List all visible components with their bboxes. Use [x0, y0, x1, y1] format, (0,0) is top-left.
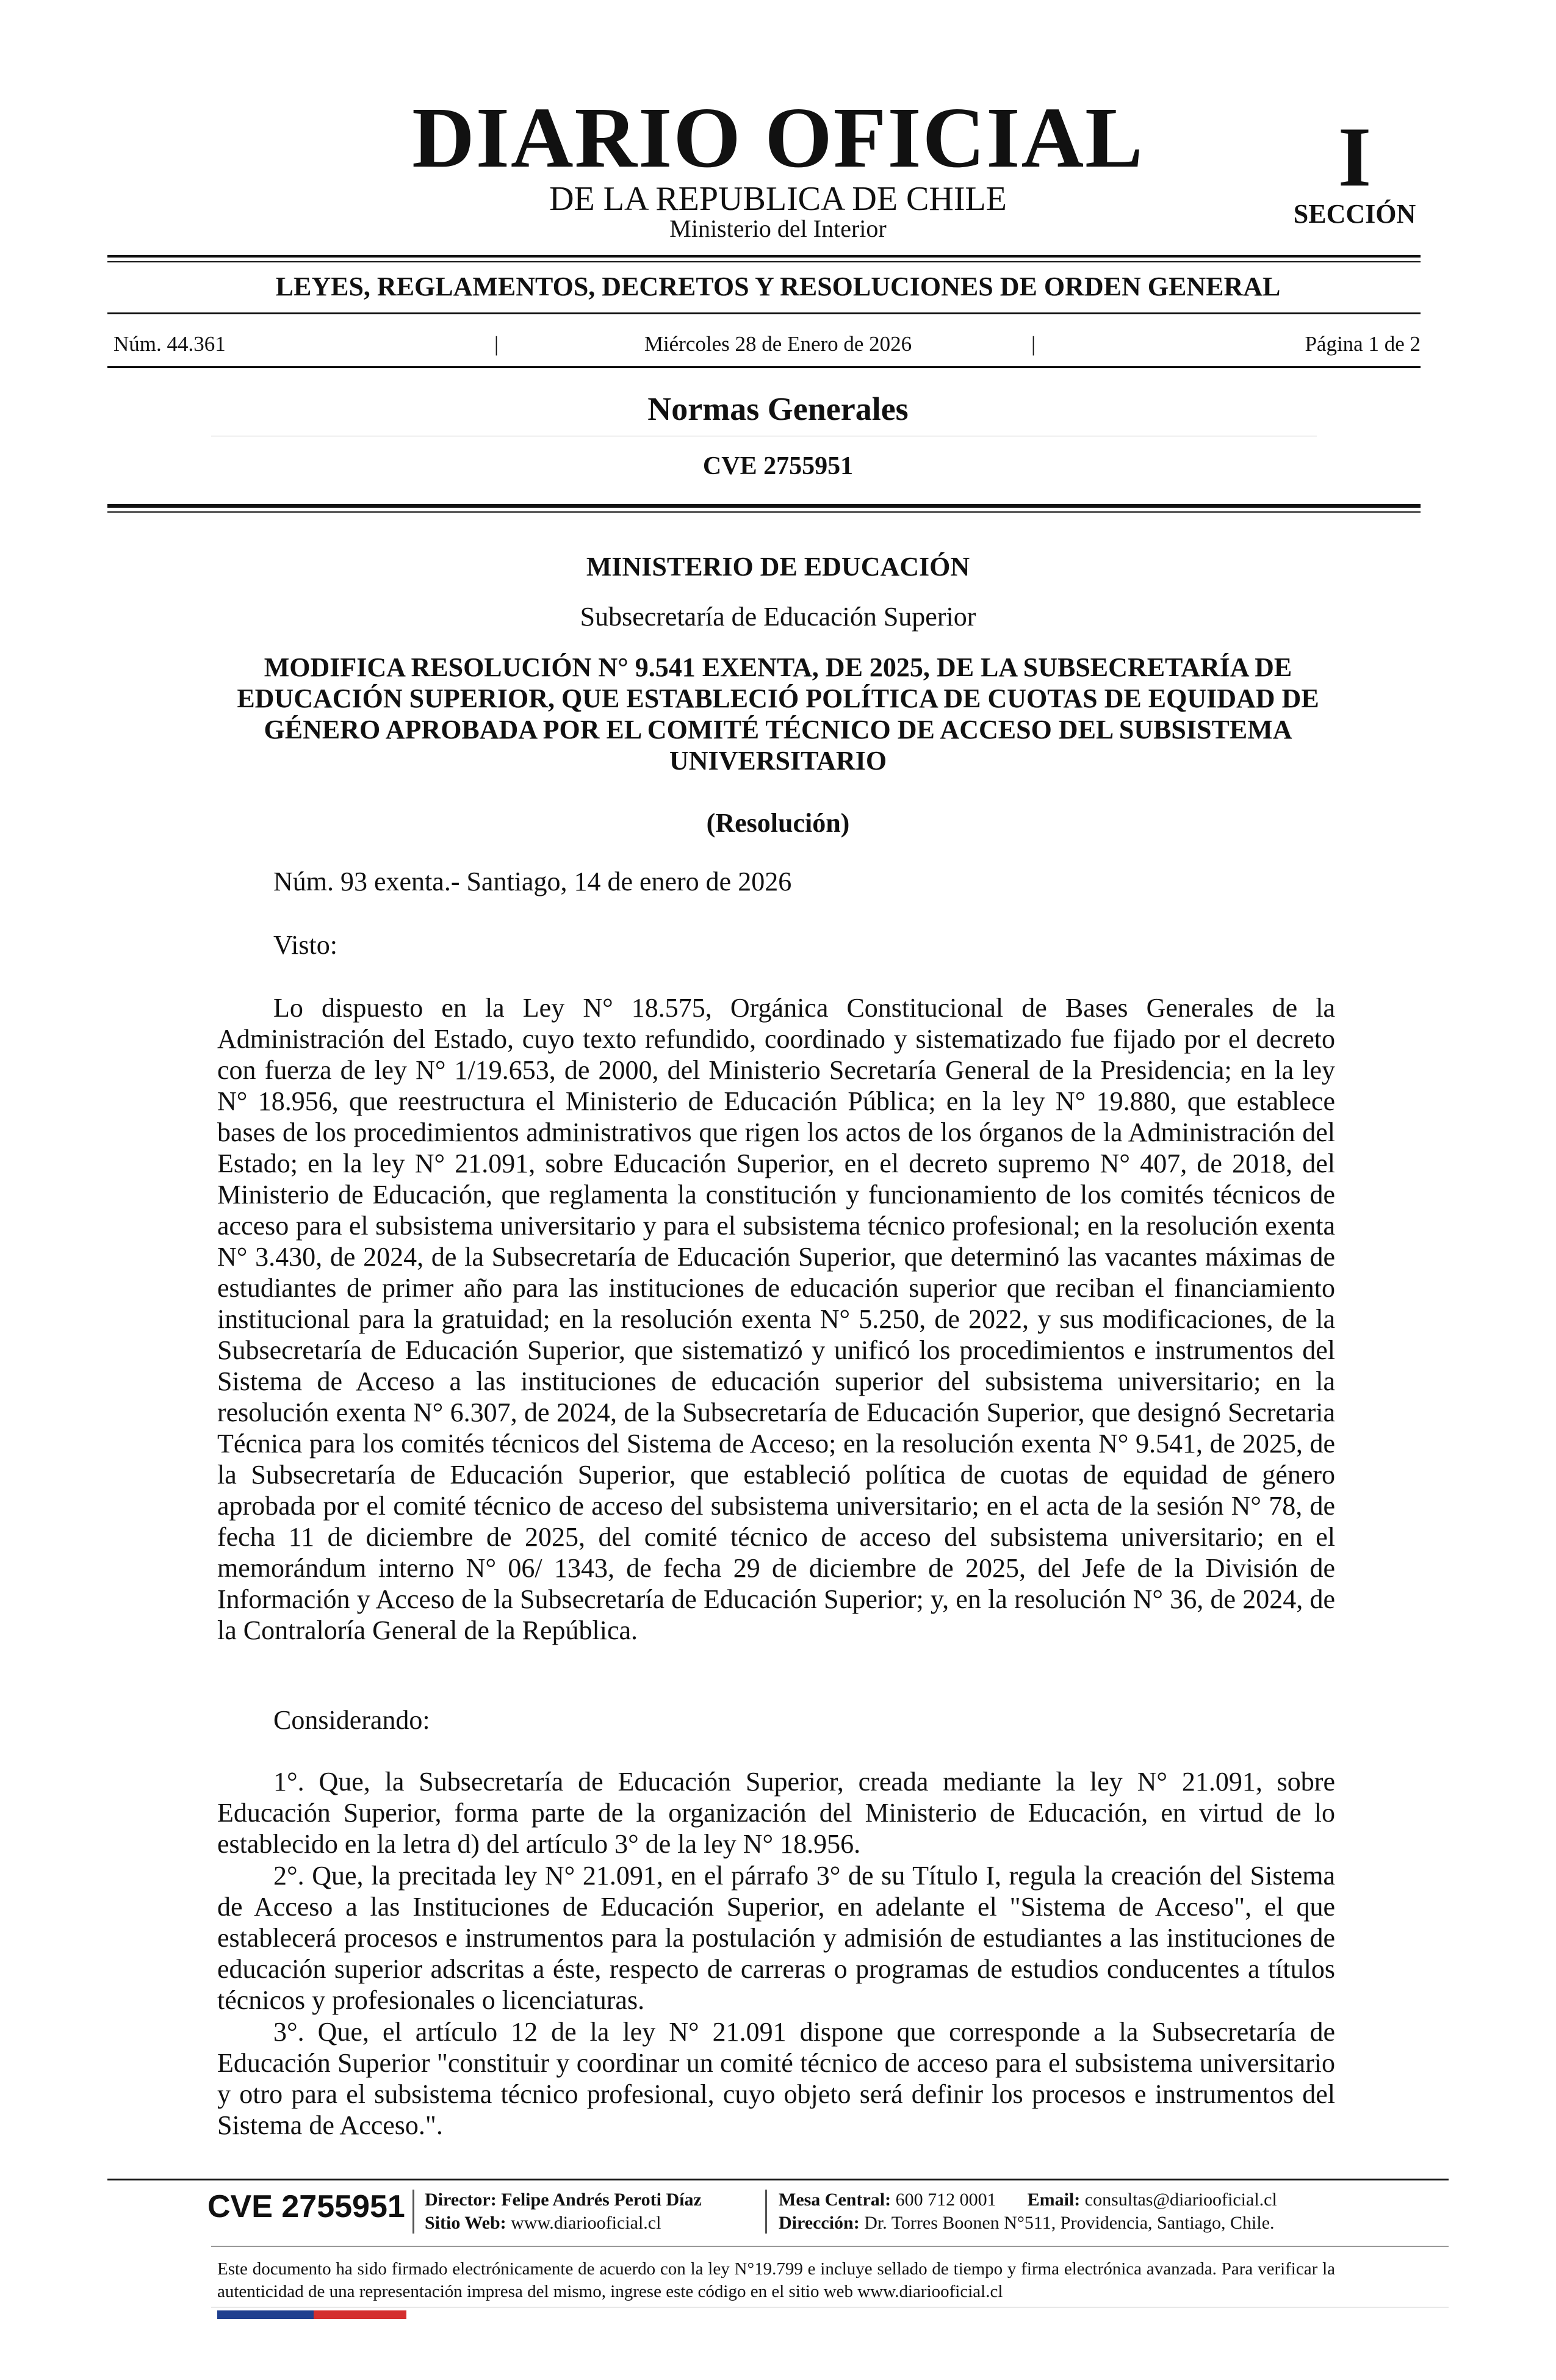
flag-stripe-blue	[217, 2310, 314, 2319]
email-label: Email:	[1027, 2190, 1081, 2210]
section-heading: Normas Generales	[647, 391, 909, 427]
masthead-rule-top	[107, 255, 1421, 258]
resolution-title: MODIFICA RESOLUCIÓN N° 9.541 EXENTA, DE 2025, DE LA SUBSECRETARÍA DE EDUCACIÓN SUPERIOR, QUE ESTABLECIÓ POLÍTICA DE CUOTAS DE EQUIDAD DE GÉNERO APROBADA POR EL COMITÉ TÉCNICO DE ACCESO DEL SUBSISTEMA UNIVERSITARIO	[237, 652, 1319, 776]
resolution-kind: (Resolución)	[706, 808, 850, 838]
issue-separator: |	[1031, 332, 1036, 356]
director-label: Director:	[425, 2190, 497, 2210]
subsecretariat-heading: Subsecretaría de Educación Superior	[580, 602, 976, 632]
issue-page: Página 1 de 2	[1305, 332, 1421, 356]
section-rule-thick	[107, 504, 1421, 508]
footer-divider	[412, 2190, 414, 2234]
footer-cve-code: CVE 2755951	[207, 2189, 405, 2224]
visto-label: Visto:	[273, 930, 337, 960]
considerando-item-1: 1°. Que, la Subsecretaría de Educación Superior, creada mediante la ley N° 21.091, sobre Educación Superior, forma parte de la organización del Ministerio de Educación, en virtud de lo establecido en la letra d) del artículo 3° de la ley N° 18.956.	[217, 1767, 1335, 1859]
considerando-label: Considerando:	[273, 1705, 430, 1735]
email-link[interactable]: consultas@diariooficial.cl	[1084, 2190, 1277, 2210]
footer-contact	[779, 2188, 1277, 2212]
footer-divider	[765, 2190, 767, 2234]
site-link[interactable]: www.diariooficial.cl	[511, 2213, 661, 2233]
masthead-rule-top-thin	[107, 261, 1421, 262]
resolution-number-line: Núm. 93 exenta.- Santiago, 14 de enero de 2026	[273, 867, 792, 896]
cve-code: CVE 2755951	[702, 452, 854, 480]
footer-director	[425, 2188, 702, 2212]
address-value: Dr. Torres Boonen N°511, Providencia, Santiago, Chile.	[864, 2213, 1275, 2233]
category-line: LEYES, REGLAMENTOS, DECRETOS Y RESOLUCIONES DE ORDEN GENERAL	[275, 272, 1281, 301]
footer-address	[779, 2212, 1275, 2235]
footer-rule	[107, 2179, 1449, 2180]
masthead-ministry: Ministerio del Interior	[669, 215, 887, 242]
site-label: Sitio Web:	[425, 2213, 506, 2233]
masthead-rule-bottom	[107, 312, 1421, 314]
section-label: SECCIÓN	[1293, 199, 1416, 229]
considerando-item-3: 3°. Que, el artículo 12 de la ley N° 21.091 dispone que corresponde a la Subsecretaría de Educación Superior "constituir y coordinar un comité técnico de acceso para el subsistema universitario y otro para el subsistema técnico profesional, cuyo objeto será definir los procesos e instrumentos del Sistema de Acceso.".	[217, 2017, 1335, 2140]
issue-separator: |	[494, 332, 499, 356]
info-rule	[107, 366, 1421, 368]
section-number: I	[1338, 110, 1372, 204]
considerando-item-2: 2°. Que, la precitada ley N° 21.091, en el párrafo 3° de su Título I, regula la creación del Sistema de Acceso a las Instituciones de Educación Superior, en adelante el "Sistema de Acceso", el que establecerá procesos e instrumentos para la postulación y admisión de estudiantes a las instituciones de educación superior adscritas a éste, respecto de carreras o programas de estudios conducentes a títulos técnicos y profesionales o licenciaturas.	[217, 1861, 1335, 2015]
address-label: Dirección:	[779, 2213, 860, 2233]
issue-date: Miércoles 28 de Enero de 2026	[644, 332, 912, 356]
footer-disclaimer: Este documento ha sido firmado electrónicamente de acuerdo con la ley N°19.799 e incluye sellado de tiempo y firma electrónica avanzada. Para verificar la autenticidad de una representación impresa del mismo, ingrese este código en el sitio web www.diariooficial.cl	[217, 2259, 1335, 2301]
footer-site	[425, 2212, 661, 2235]
visto-paragraph: Lo dispuesto en la Ley N° 18.575, Orgánica Constitucional de Bases Generales de la Administración del Estado, cuyo texto refundido, coordinado y sistematizado fue fijado por el decreto con fuerza de ley N° 1/19.653, de 2000, del Ministerio Secretaría General de la Presidencia; en la ley N° 18.956, que reestructura el Ministerio de Educación Pública; en la ley N° 19.880, que establece bases de los procedimientos administrativos que rigen los actos de los órganos de la Administración del Estado; en la ley N° 21.091, sobre Educación Superior, en el decreto supremo N° 407, de 2018, del Ministerio de Educación, que reglamenta la constitución y funcionamiento de los comités técnicos de acceso para el subsistema universitario y para el subsistema técnico profesional; en la resolución exenta N° 3.430, de 2024, de la Subsecretaría de Educación Superior, que determinó las vacantes máximas de estudiantes de primer año para las instituciones de educación superior que reciban el financiamiento institucional para la gratuidad; en la resolución exenta N° 5.250, de 2022, y sus modificaciones, de la Subsecretaría de Educación Superior, que sistematizó y unificó los procedimientos e instrumentos del Sistema de Acceso a las instituciones de educación superior del subsistema universitario; en la resolución exenta N° 6.307, de 2024, de la Subsecretaría de Educación Superior, que designó Secretaria Técnica para los comités técnicos del Sistema de Acceso; en la resolución exenta N° 9.541, de 2025, de la Subsecretaría de Educación Superior, que estableció política de cuotas de equidad de género aprobada por el comité técnico de acceso del subsistema universitario; en el acta de la sesión N° 78, de fecha 11 de diciembre de 2025, del comité técnico de acceso del subsistema universitario; en el memorándum interno N° 06/ 1343, de fecha 29 de diciembre de 2025, del Jefe de la División de Información y Acceso de la Subsecretaría de Educación Superior; y, en la resolución N° 36, de 2024, de la Contraloría General de la República.	[217, 993, 1335, 1645]
footer-rule-thin	[211, 2246, 1449, 2247]
flag-stripe-red	[314, 2310, 406, 2319]
phone-value: 600 712 0001	[895, 2190, 996, 2210]
section-rule-thin	[107, 511, 1421, 513]
director-name: Felipe Andrés Peroti Díaz	[501, 2190, 702, 2210]
masthead-title: DIARIO OFICIAL	[412, 89, 1144, 186]
issue-number: Núm. 44.361	[113, 332, 226, 356]
masthead-subtitle: DE LA REPUBLICA DE CHILE	[549, 180, 1007, 218]
ministry-heading: MINISTERIO DE EDUCACIÓN	[586, 552, 970, 582]
phone-label: Mesa Central:	[779, 2190, 891, 2210]
